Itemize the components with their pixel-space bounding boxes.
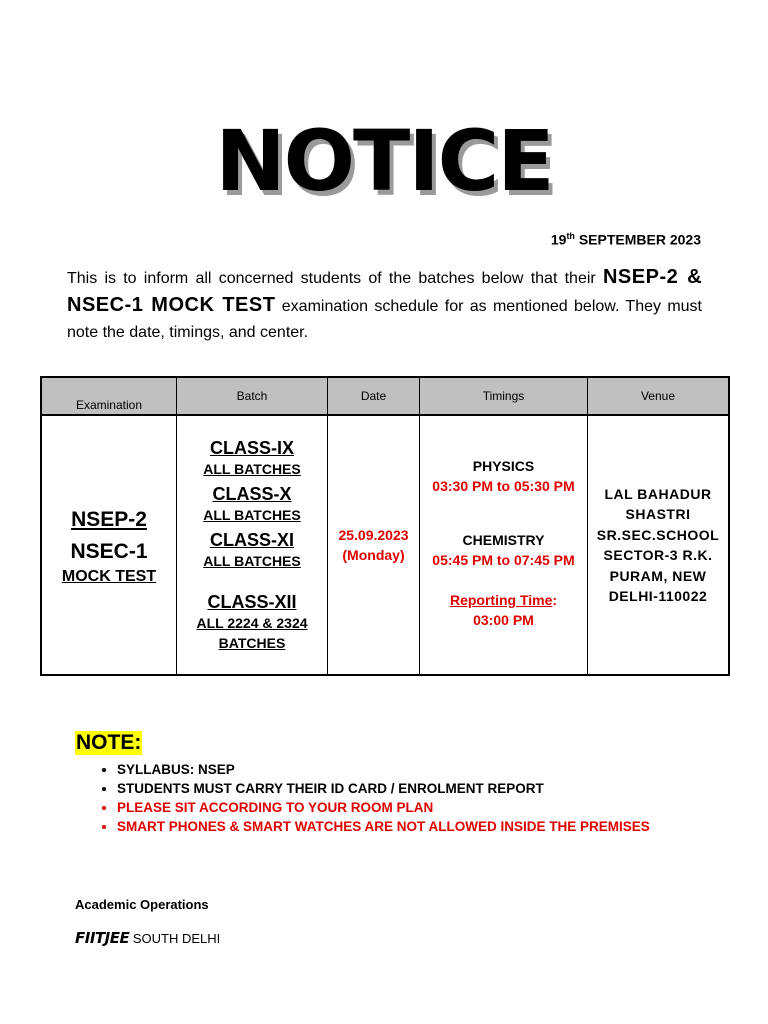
footer-department: Academic Operations: [75, 897, 209, 912]
exam-cell: [41, 415, 177, 675]
exam-nsep: NSEP-2: [71, 508, 147, 531]
note-item: • STUDENTS MUST CARRY THEIR ID CARD / ENROLMENT REPORT: [117, 779, 650, 798]
exam-day: (Monday): [342, 547, 405, 563]
chemistry-time: 05:45 PM to 07:45 PM: [432, 552, 575, 568]
batch-label: ALL BATCHES: [203, 507, 301, 523]
exam-mock-test: MOCK TEST: [61, 568, 157, 585]
physics-label: PHYSICS: [472, 458, 535, 474]
note-item: • PLEASE SIT ACCORDING TO YOUR ROOM PLAN: [117, 798, 650, 817]
batch-label: BATCHES: [218, 635, 286, 651]
date-cell: [328, 415, 420, 675]
venue-line: DELHI-110022: [608, 588, 708, 604]
table-row: [41, 415, 729, 675]
note-list: [75, 760, 650, 836]
header-timings: Timings: [420, 377, 588, 415]
exam-highlight: NSEP-2 & NSEC-1 MOCK TEST: [67, 266, 703, 316]
header-batch: Batch: [177, 377, 328, 415]
note-heading: NOTE:: [76, 731, 142, 754]
venue-line: PURAM, NEW: [609, 567, 707, 584]
exam-nsec: NSEC-1: [70, 540, 148, 563]
header-date: Date: [328, 377, 420, 415]
branch-name: SOUTH DELHI: [132, 931, 221, 946]
table-header-row: [41, 377, 729, 415]
batch-label: ALL 2224 & 2324: [196, 615, 308, 631]
timings-cell: [420, 415, 588, 675]
reporting-time: 03:00 PM: [473, 612, 534, 628]
batch-label: ALL BATCHES: [203, 553, 301, 569]
batch-cell: [177, 415, 328, 675]
intro-text-1: This is to inform all concerned students of the batches below that their: [67, 270, 596, 287]
header-venue: Venue: [588, 377, 730, 415]
batch-class: CLASS-XII: [207, 592, 297, 612]
venue-line: SECTOR-3 R.K.: [603, 547, 713, 563]
reporting-time-label: Reporting Time:: [449, 592, 558, 608]
batch-class: CLASS-IX: [209, 438, 294, 458]
intro-paragraph: [67, 264, 702, 346]
exam-date: 25.09.2023: [338, 527, 409, 543]
venue-line: SR.SEC.SCHOOL: [596, 526, 720, 543]
venue-line: SHASTRI: [625, 506, 691, 522]
schedule-table: [40, 376, 730, 676]
notice-title: NOTICE: [215, 112, 553, 210]
fiitjee-logo: FIITJEE: [75, 929, 130, 947]
batch-class: CLASS-X: [212, 484, 292, 504]
batch-class: CLASS-XI: [209, 530, 294, 550]
footer-branch: [75, 929, 220, 947]
venue-line: LAL BAHADUR: [604, 485, 712, 502]
physics-time: 03:30 PM to 05:30 PM: [432, 478, 575, 494]
chemistry-label: CHEMISTRY: [462, 532, 545, 548]
intro-text-2: examination schedule for as mentioned below. They must note the date, timings, and center.: [67, 298, 702, 341]
header-examination: Examination: [41, 377, 177, 415]
batch-label: ALL BATCHES: [203, 461, 301, 477]
note-item: • SYLLABUS: NSEP: [117, 760, 650, 779]
note-item: • SMART PHONES & SMART WATCHES ARE NOT ALLOWED INSIDE THE PREMISES: [117, 817, 650, 836]
venue-cell: [588, 415, 730, 675]
notice-date: 19th SEPTEMBER 2023: [550, 231, 701, 248]
